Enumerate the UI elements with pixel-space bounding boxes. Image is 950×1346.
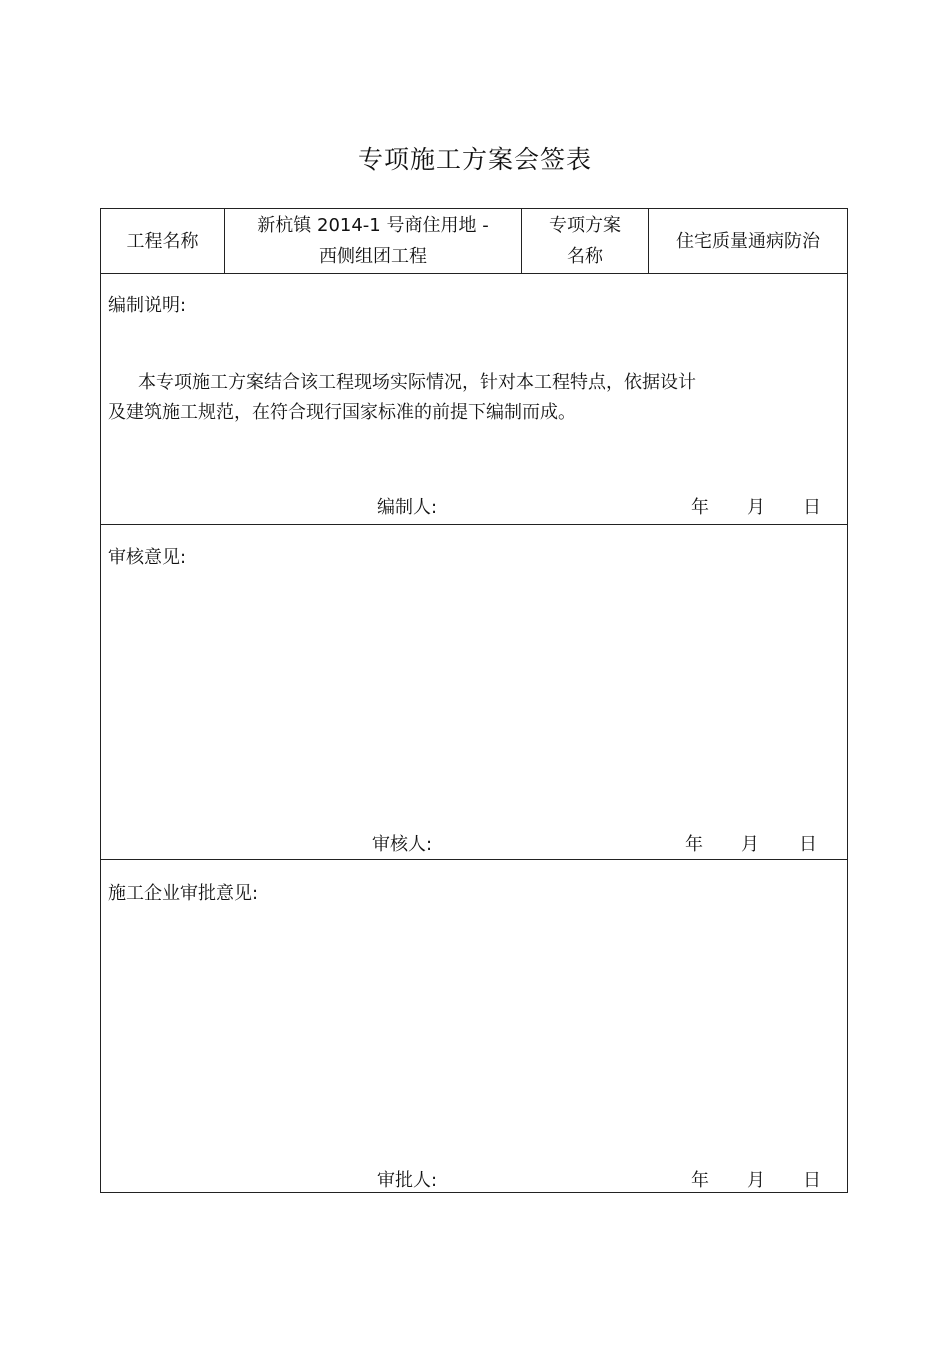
compile-description: [108, 368, 808, 428]
compile-date-year: 年: [691, 497, 709, 518]
approval-section-label: 施工企业审批意见:: [108, 883, 259, 904]
compile-date-month: 月: [747, 497, 765, 518]
approval-date-year: 年: [691, 1170, 709, 1191]
project-name-label: [101, 209, 224, 273]
project-name-line1: 新杭镇 2014-1 号商住用地 -: [257, 215, 489, 236]
project-name-value: [225, 209, 521, 273]
row-divider: [101, 859, 847, 860]
approval-date-day: 日: [803, 1170, 821, 1191]
signoff-table: [100, 208, 848, 1193]
plan-name-label-line1: 专项方案: [549, 215, 621, 236]
plan-name-value: [649, 209, 847, 273]
project-name-line2: 西侧组团工程: [318, 246, 427, 267]
compile-text-line2: 及建筑施工规范，在符合现行国家标准的前提下编制而成。: [108, 402, 576, 423]
plan-name-label: [522, 209, 648, 273]
compile-section-label: 编制说明:: [108, 295, 187, 316]
compile-text-line1: 本专项施工方案结合该工程现场实际情况，针对本工程特点，依据设计: [138, 372, 696, 393]
project-name-label-text: 工程名称: [126, 230, 199, 252]
compiler-signature-label: 编制人:: [377, 497, 438, 518]
review-date-year: 年: [685, 834, 703, 855]
review-section-label: 审核意见:: [108, 547, 187, 568]
review-date-month: 月: [741, 834, 759, 855]
row-divider: [101, 524, 847, 525]
approval-date-month: 月: [747, 1170, 765, 1191]
plan-name-label-line2: 名称: [567, 246, 603, 267]
page-title: 专项施工方案会签表: [357, 145, 592, 174]
compile-date-day: 日: [803, 497, 821, 518]
review-date-day: 日: [799, 834, 817, 855]
approver-signature-label: 审批人:: [377, 1170, 438, 1191]
reviewer-signature-label: 审核人:: [372, 834, 433, 855]
plan-name-text: 住宅质量通病防治: [676, 230, 820, 252]
row-divider: [101, 273, 847, 274]
